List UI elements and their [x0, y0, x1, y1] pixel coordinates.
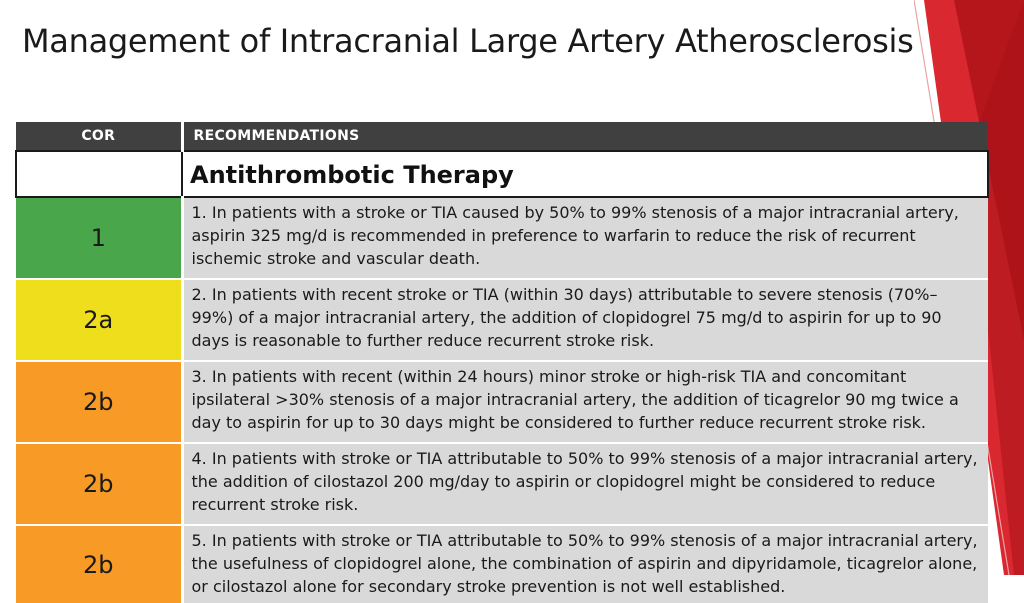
table-header	[16, 122, 988, 151]
cor-cell: 2b	[16, 443, 182, 525]
cor-cell: 2b	[16, 525, 182, 603]
table-row	[16, 361, 988, 443]
table-row	[16, 279, 988, 361]
section-row	[16, 151, 988, 197]
table-row	[16, 443, 988, 525]
cor-cell: 2a	[16, 279, 182, 361]
cor-cell: 2b	[16, 361, 182, 443]
recommendation-cell: 2. In patients with recent stroke or TIA (within 30 days) attributable to severe stenosis (70%–99%) of a major intracranial artery, the addition of clopidogrel 75 mg/d to aspirin for up to 90 days is reasonable to further reduce recurrent stroke risk.	[182, 279, 988, 361]
page-title: Management of Intracranial Large Artery Atherosclerosis	[22, 22, 914, 60]
cor-cell: 1	[16, 197, 182, 279]
recommendation-cell: 3. In patients with recent (within 24 hours) minor stroke or high-risk TIA and concomitant ipsilateral >30% stenosis of a major intracranial artery, the addition of ticagrelor 90 mg twice a day to aspirin for up to 30 days might be considered to further reduce recurrent stroke risk.	[182, 361, 988, 443]
section-title: Antithrombotic Therapy	[182, 151, 988, 197]
table-row	[16, 197, 988, 279]
recommendation-cell: 1. In patients with a stroke or TIA caused by 50% to 99% stenosis of a major intracranial artery, aspirin 325 mg/d is recommended in preference to warfarin to reduce the risk of recurrent ischemic stroke and vascular death.	[182, 197, 988, 279]
recommendation-cell: 4. In patients with stroke or TIA attributable to 50% to 99% stenosis of a major intracranial artery, the addition of cilostazol 200 mg/day to aspirin or clopidogrel might be considered to reduce recurrent stroke risk.	[182, 443, 988, 525]
recommendations-table	[15, 122, 989, 603]
table-row	[16, 525, 988, 603]
header-recommendations: RECOMMENDATIONS	[182, 122, 988, 151]
section-cor-cell	[16, 151, 182, 197]
recommendation-cell: 5. In patients with stroke or TIA attributable to 50% to 99% stenosis of a major intracranial artery, the usefulness of clopidogrel alone, the combination of aspirin and dipyridamole, ticagrelor alone, or cilostazol alone for secondary stroke prevention is not well established.	[182, 525, 988, 603]
header-cor: COR	[16, 122, 182, 151]
